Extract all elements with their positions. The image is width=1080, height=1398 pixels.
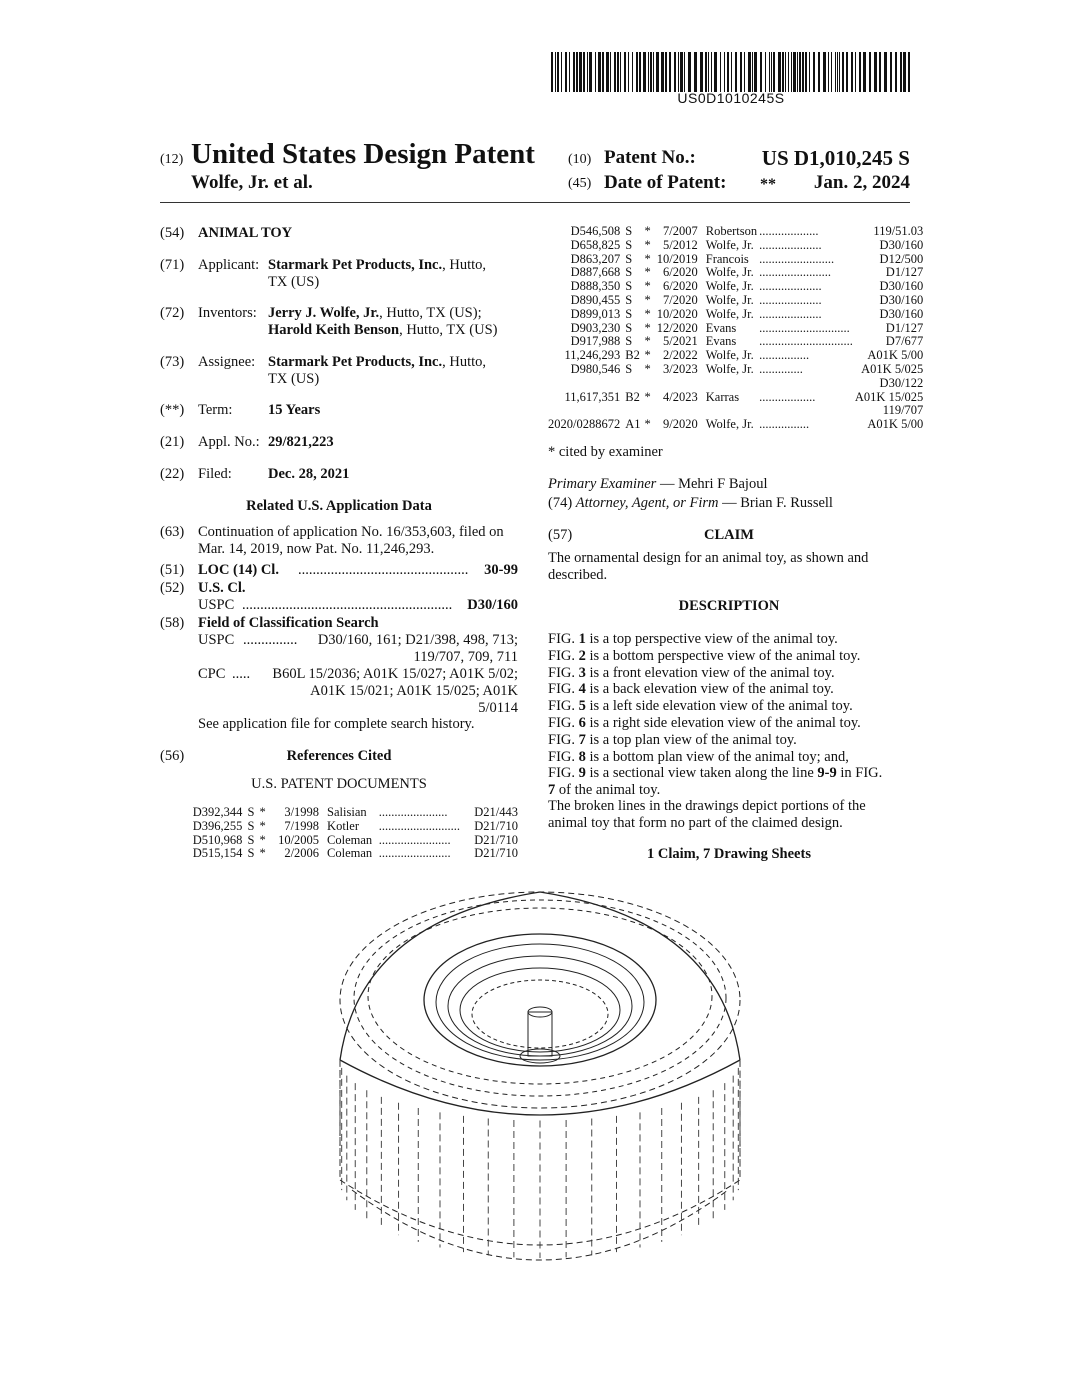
fig-prefix: FIG.: [548, 698, 575, 715]
reference-date: 10/2019: [656, 251, 698, 266]
reference-class: 119/51.03: [873, 224, 924, 238]
reference-class: D30/160: [879, 279, 924, 294]
figure-description: [548, 681, 910, 698]
reference-kind: S: [247, 832, 255, 847]
fig-number: 5: [578, 698, 586, 715]
reference-name: Wolfe, Jr.: [705, 417, 754, 432]
reference-class-2: D30/122: [879, 375, 924, 390]
inventor-2: Harold Keith Benson, Hutto, TX (US): [268, 322, 498, 338]
reference-number: D899,013: [570, 306, 621, 321]
code-71: (71): [160, 257, 185, 273]
reference-number: D515,154: [192, 846, 243, 861]
reference-date: 9/2020: [663, 417, 698, 432]
reference-star: *: [644, 348, 651, 363]
reference-kind: S: [625, 292, 633, 307]
reference-name: Wolfe, Jr.: [705, 292, 754, 307]
reference-name: Coleman: [327, 846, 373, 861]
reference-name: Wolfe, Jr.: [705, 306, 754, 321]
claim-title: CLAIM: [704, 527, 754, 543]
reference-class: D30/160: [879, 237, 924, 252]
inventor-short: Wolfe, Jr. et al.: [191, 172, 313, 193]
us-cl-uspc: USPC: [198, 597, 235, 613]
search-cpc-line2: A01K 15/021; A01K 15/025; A01K: [310, 683, 518, 699]
reference-date: 3/2023: [663, 361, 698, 376]
reference-number: D658,825: [570, 237, 621, 252]
reference-date: 3/1998: [284, 805, 320, 819]
continuation-line1: Continuation of application No. 16/353,603, filed on: [198, 524, 504, 540]
code-21: (21): [160, 434, 185, 450]
reference-name: Wolfe, Jr.: [705, 348, 754, 363]
reference-date: 2/2006: [284, 846, 320, 861]
fig-prefix: FIG.: [548, 748, 575, 765]
reference-number: D396,255: [192, 818, 243, 833]
reference-star: *: [644, 417, 651, 432]
search-cpc-label: CPC: [198, 666, 226, 682]
reference-kind: S: [625, 306, 633, 321]
animal-toy-drawing: [300, 880, 780, 1340]
fig-prefix: FIG.: [548, 731, 575, 748]
code-63: (63): [160, 524, 185, 540]
assignee-label: Assignee:: [198, 354, 256, 370]
reference-star: *: [644, 265, 651, 280]
code-12: (12): [160, 152, 184, 167]
figure-list: [548, 631, 910, 765]
reference-dots: ..............................: [759, 335, 853, 349]
reference-dots: ........................: [759, 252, 835, 266]
reference-name: Karras: [705, 389, 740, 404]
reference-star: *: [259, 805, 266, 819]
reference-row: [188, 834, 518, 848]
fig-number: 1: [578, 631, 586, 647]
reference-row: [188, 806, 518, 820]
reference-number: D887,668: [570, 265, 621, 280]
reference-number: D510,968: [192, 832, 243, 847]
reference-dots: .......................: [378, 847, 451, 861]
reference-date: 7/2007: [663, 224, 698, 238]
barcode: [551, 52, 911, 92]
reference-kind: S: [247, 846, 255, 861]
reference-date: 6/2020: [663, 265, 698, 280]
reference-kind: S: [625, 320, 633, 335]
reference-date: 5/2021: [663, 334, 698, 349]
reference-name: Wolfe, Jr.: [705, 361, 754, 376]
reference-row-continuation: [548, 377, 923, 391]
reference-class: D7/677: [885, 334, 924, 349]
header-rule: [160, 202, 910, 203]
reference-star: *: [259, 818, 266, 833]
code-73: (73): [160, 354, 185, 370]
reference-date: 6/2020: [663, 279, 698, 294]
fig-text: is a top perspective view of the animal toy.: [589, 631, 838, 647]
reference-dots: ....................: [759, 238, 822, 252]
figure-description: [548, 631, 910, 648]
code-10: (10): [568, 152, 592, 167]
date-mark: **: [760, 176, 776, 193]
figure-description: [548, 648, 910, 665]
reference-row: [188, 847, 518, 861]
reference-kind: S: [625, 237, 633, 252]
inventor-1: Jerry J. Wolfe, Jr., Hutto, TX (US);: [268, 305, 482, 321]
fig-text: is a right side elevation view of the animal toy.: [589, 714, 861, 731]
claim-line1: The ornamental design for an animal toy, as shown and: [548, 550, 869, 566]
reference-row: [548, 418, 923, 432]
reference-star: *: [644, 251, 651, 266]
fig-prefix: FIG.: [548, 647, 575, 664]
reference-class: D30/160: [879, 292, 924, 307]
reference-class: A01K 5/00: [867, 417, 924, 432]
fig-number: 3: [578, 664, 586, 681]
reference-dots: ...................: [759, 225, 819, 238]
broken-lines-line2: animal toy that form no part of the claimed design.: [548, 815, 843, 831]
references-title: References Cited: [286, 748, 392, 764]
reference-kind: S: [625, 334, 633, 349]
code-22: (22): [160, 466, 185, 482]
description-title: DESCRIPTION: [678, 598, 780, 614]
reference-name: Salisian: [327, 805, 367, 819]
fig-prefix: FIG.: [548, 681, 575, 698]
assignee-line2: TX (US): [268, 371, 320, 387]
search-uspc-line1: D30/160, 161; D21/398, 498, 713;: [317, 632, 518, 648]
fig-text: is a top plan view of the animal toy.: [589, 731, 797, 748]
patent-number: US D1,010,245 S: [761, 146, 910, 170]
applicant-label: Applicant:: [198, 257, 260, 273]
reference-class: D21/710: [474, 818, 518, 833]
reference-kind: B2: [625, 348, 640, 363]
code-term: (**): [160, 402, 185, 418]
reference-date: 10/2005: [278, 832, 320, 847]
inventors-label: Inventors:: [198, 305, 257, 321]
reference-row: [548, 294, 923, 308]
appl-no-label: Appl. No.:: [198, 434, 260, 450]
reference-kind: A1: [625, 417, 641, 432]
claim-line2: described.: [548, 567, 608, 583]
reference-row: [188, 820, 518, 834]
assignee-line1: Starmark Pet Products, Inc., Hutto,: [268, 354, 487, 370]
reference-dots: ..................: [759, 390, 816, 404]
reference-star: *: [644, 279, 651, 294]
fig-number: 7: [578, 731, 586, 748]
reference-row: [548, 391, 923, 405]
reference-star: *: [644, 292, 651, 307]
reference-star: *: [644, 334, 651, 349]
primary-examiner: Primary Examiner — Mehri F Bajoul: [548, 476, 768, 492]
reference-class: D21/443: [474, 805, 518, 819]
code-52: (52): [160, 580, 185, 596]
reference-star: *: [644, 389, 651, 404]
code-45: (45): [568, 176, 592, 191]
figure-description: [548, 749, 910, 766]
reference-class: A01K 15/025: [854, 389, 924, 404]
code-51: (51): [160, 562, 185, 578]
search-cpc-dots: .....: [232, 666, 251, 682]
related-title: Related U.S. Application Data: [246, 498, 432, 514]
reference-dots: ....................: [759, 307, 822, 321]
fig-prefix: FIG.: [548, 714, 575, 731]
references-table-left: [188, 806, 518, 861]
reference-class: D12/500: [879, 251, 924, 266]
search-uspc-label: USPC: [198, 632, 235, 648]
figure-description: [548, 665, 910, 682]
broken-lines-line1: The broken lines in the drawings depict portions of the: [548, 798, 866, 814]
reference-dots: ..............: [759, 362, 803, 376]
reference-number: D546,508: [570, 224, 621, 238]
reference-row: [548, 349, 923, 363]
reference-class: A01K 5/00: [867, 348, 924, 363]
reference-name: Wolfe, Jr.: [705, 279, 754, 294]
document-title: United States Design Patent: [191, 138, 535, 170]
reference-dots: ....................: [759, 293, 822, 307]
reference-row-continuation: [548, 404, 923, 418]
claims-sheets-count: 1 Claim, 7 Drawing Sheets: [647, 846, 811, 862]
code-57: (57): [548, 527, 573, 543]
search-uspc-dots: ...............: [243, 632, 298, 648]
reference-class: D21/710: [474, 846, 518, 861]
reference-star: *: [644, 320, 651, 335]
appl-no-value: 29/821,223: [268, 434, 334, 450]
reference-number: D917,988: [570, 334, 621, 349]
reference-kind: S: [247, 805, 255, 819]
reference-number: 11,246,293: [564, 348, 621, 363]
fig-number: 8: [578, 748, 586, 765]
reference-dots: ................: [759, 418, 810, 432]
barcode-number: US0D1010245S: [677, 90, 785, 106]
fig-prefix: FIG.: [548, 631, 575, 647]
reference-row: [548, 280, 923, 294]
code-58: (58): [160, 615, 185, 631]
reference-dots: ....................: [759, 280, 822, 294]
reference-kind: S: [625, 361, 633, 376]
reference-dots: ................: [759, 349, 810, 363]
filed-label: Filed:: [198, 466, 232, 482]
references-table-right: [548, 225, 923, 432]
applicant-line1: Starmark Pet Products, Inc., Hutto,: [268, 257, 487, 273]
reference-dots: ..........................: [378, 819, 460, 833]
code-54: (54): [160, 225, 185, 241]
us-cl-dots: ..........................................................: [242, 597, 453, 613]
reference-kind: S: [625, 224, 633, 238]
reference-row: [548, 239, 923, 253]
term-label: Term:: [198, 402, 233, 418]
attorney: (74) Attorney, Agent, or Firm — Brian F. Russell: [548, 495, 833, 511]
reference-number: D890,455: [570, 292, 621, 307]
figure-description: [548, 715, 910, 732]
reference-star: *: [644, 361, 651, 376]
reference-row: [548, 253, 923, 267]
fig-text: is a bottom plan view of the animal toy; and,: [589, 748, 849, 765]
reference-name: Francois: [705, 251, 749, 266]
reference-number: D980,546: [570, 361, 621, 376]
reference-date: 10/2020: [656, 306, 698, 321]
applicant-line2: TX (US): [268, 274, 320, 290]
reference-number: 2020/0288672: [548, 417, 621, 432]
filed-value: Dec. 28, 2021: [268, 466, 350, 482]
fig-text: is a bottom perspective view of the animal toy.: [589, 647, 861, 664]
reference-number: D392,344: [192, 805, 243, 819]
reference-row: [548, 363, 923, 377]
reference-class-2: 119/707: [882, 403, 924, 418]
fig-prefix: FIG.: [548, 664, 575, 681]
reference-star: *: [644, 237, 651, 252]
reference-kind: S: [625, 265, 633, 280]
field-search-label: Field of Classification Search: [198, 615, 379, 631]
reference-name: Evans: [705, 320, 737, 335]
reference-name: Kotler: [327, 818, 359, 833]
date-label: Date of Patent:: [604, 172, 727, 193]
reference-name: Robertson: [705, 224, 758, 238]
reference-number: D888,350: [570, 279, 621, 294]
patent-date: Jan. 2, 2024: [813, 172, 910, 193]
fig-text: is a left side elevation view of the animal toy.: [589, 698, 853, 715]
search-cpc-line3: 5/0114: [478, 700, 518, 716]
search-cpc-line1: B60L 15/2036; A01K 15/027; A01K 5/02;: [272, 666, 518, 682]
reference-dots: ......................: [378, 806, 448, 819]
reference-date: 2/2022: [663, 348, 698, 363]
reference-date: 7/2020: [663, 292, 698, 307]
continuation-line2: Mar. 14, 2019, now Pat. No. 11,246,293.: [198, 541, 435, 557]
reference-date: 4/2023: [663, 389, 698, 404]
reference-date: 12/2020: [656, 320, 698, 335]
reference-number: D903,230: [570, 320, 621, 335]
fig-number: 4: [578, 681, 586, 698]
reference-class: D1/127: [885, 320, 924, 335]
reference-row: [548, 225, 923, 239]
us-cl-value: D30/160: [467, 597, 518, 613]
reference-name: Coleman: [327, 832, 373, 847]
fig-text: is a back elevation view of the animal toy.: [589, 681, 834, 698]
fig-9-line1: FIG. 9 is a sectional view taken along the line 9-9 in FIG.: [548, 765, 883, 781]
reference-dots: .......................: [759, 266, 832, 280]
reference-class: A01K 5/025: [861, 361, 924, 376]
us-cl-label: U.S. Cl.: [198, 580, 246, 596]
figure-description: [548, 732, 910, 749]
loc-label: LOC (14) Cl.: [198, 562, 279, 578]
reference-date: 5/2012: [663, 237, 698, 252]
title-field: ANIMAL TOY: [198, 225, 293, 241]
reference-number: D863,207: [570, 251, 621, 266]
reference-kind: B2: [625, 389, 640, 404]
reference-kind: S: [625, 279, 633, 294]
code-72: (72): [160, 305, 185, 321]
reference-star: *: [644, 224, 651, 238]
reference-name: Wolfe, Jr.: [705, 265, 754, 280]
reference-dots: .............................: [759, 321, 850, 335]
search-history-note: See application file for complete search history.: [198, 716, 475, 732]
fig-number: 2: [578, 647, 586, 664]
fig-9-line2: 7 of the animal toy.: [548, 782, 661, 798]
reference-class: D1/127: [885, 265, 924, 280]
reference-class: D30/160: [879, 306, 924, 321]
reference-star: *: [259, 846, 266, 861]
reference-kind: S: [625, 251, 633, 266]
reference-row: [548, 308, 923, 322]
reference-star: *: [644, 306, 651, 321]
reference-row: [548, 266, 923, 280]
reference-class: D21/710: [474, 832, 518, 847]
fig-number: 6: [578, 714, 586, 731]
patent-no-label: Patent No.:: [604, 147, 696, 168]
figure-description: [548, 698, 910, 715]
reference-star: *: [259, 832, 266, 847]
reference-kind: S: [247, 818, 255, 833]
us-patent-docs-title: U.S. PATENT DOCUMENTS: [251, 776, 427, 792]
reference-dots: .......................: [378, 833, 451, 847]
code-56: (56): [160, 748, 185, 764]
reference-number: 11,617,351: [564, 389, 621, 404]
search-uspc-line2: 119/707, 709, 711: [413, 649, 518, 665]
loc-dots: ...............................................: [298, 562, 469, 578]
reference-row: [548, 322, 923, 336]
reference-date: 7/1998: [284, 818, 320, 833]
reference-name: Evans: [705, 334, 737, 349]
loc-value: 30-99: [484, 562, 518, 578]
cited-by-examiner: * cited by examiner: [548, 444, 663, 460]
fig-text: is a front elevation view of the animal toy.: [589, 664, 835, 681]
reference-row: [548, 335, 923, 349]
term-value: 15 Years: [268, 402, 321, 418]
reference-name: Wolfe, Jr.: [705, 237, 754, 252]
